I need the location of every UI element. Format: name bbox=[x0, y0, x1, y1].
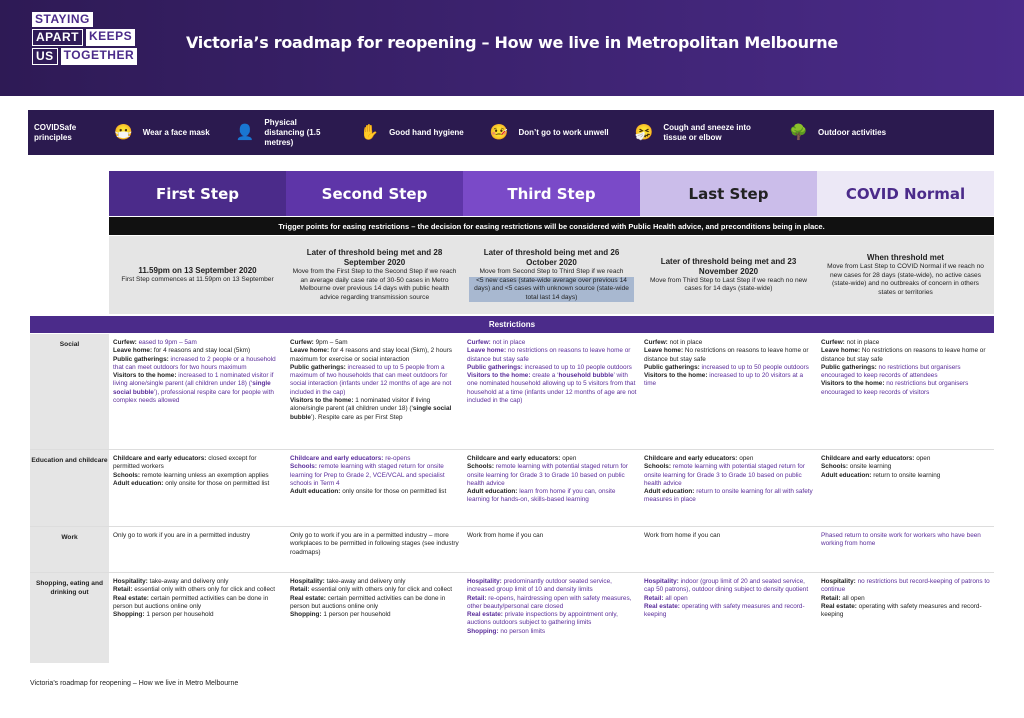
table-cell: Curfew: not in place Leave home: No restrictions on reasons to leave home or distance but stay safe Public gatherings: increased to up to 50 people outdoors Visitors to the home: increased to up to 20 visitors at a time bbox=[640, 334, 817, 449]
principle-unwell bbox=[489, 123, 609, 141]
table-cell: Phased return to onsite work for workers who have been working from home bbox=[817, 527, 994, 572]
threshold-first bbox=[109, 236, 286, 314]
restrictions-banner: Restrictions bbox=[30, 316, 994, 333]
table-cell: Curfew: 9pm – 5am Leave home: for 4 reasons and stay local (5km), 2 hours maximum for exercise or social interaction Public gatherings: increased to up to 5 people from a maximum of two households that can meet outdoors for social interaction (infants under 12 months of age are not included in the cap) Visitors to the home: 1 nominated visitor if living alone/single parent (all children under 18) (‘single social bubble’). Respite care as per First Step bbox=[286, 334, 463, 449]
table-cell: Childcare and early educators: re-opens Schools: remote learning with staged return for onsite learning for Prep to Grade 2, VCE/VCAL and specialist schools in Term 4 Adult education: only onsite for those on permitted list bbox=[286, 450, 463, 526]
threshold-third bbox=[463, 236, 640, 314]
tree-icon: 🌳 bbox=[789, 123, 809, 141]
restrictions-table bbox=[30, 334, 994, 663]
principle-label: Cough and sneeze into tissue or elbow bbox=[663, 122, 751, 142]
table-cell: Childcare and early educators: open Schools: onsite learning Adult education: return to onsite learning bbox=[817, 450, 994, 526]
threshold-text: First Step commences at 11.59pm on 13 September bbox=[121, 275, 274, 283]
table-cell: Hospitality: take-away and delivery only Retail: essential only with others only for click and collect Real estate: certain permitted activities can be done in person but auctions online only Shopping: 1 person per household bbox=[286, 573, 463, 663]
table-cell: Only go to work if you are in a permitted industry – more workplaces to be permitted in following stages (see industry roadmaps) bbox=[286, 527, 463, 572]
table-cell: Curfew: eased to 9pm – 5am Leave home: for 4 reasons and stay local (5km) Public gatherings: increased to 2 people or a household that can meet outdoors for two hours maximum Visitors to the home: increased to 1 nominated visitor if living alone/single parent (all children under 18) (‘single social bubble’), professional respite care for people with complex needs allowed bbox=[109, 334, 286, 449]
row-label-education: Education and childcare bbox=[30, 450, 109, 526]
logo-word: STAYING bbox=[32, 12, 93, 27]
step-third: Third Step bbox=[463, 171, 640, 216]
principle-distancing bbox=[236, 118, 335, 148]
trigger-points-banner: Trigger points for easing restrictions – the decision for easing restrictions will be considered with Public Health advice, and preconditions being in place. bbox=[109, 217, 994, 235]
staying-apart-keeps-us-together-logo bbox=[32, 12, 136, 67]
threshold-text: Move from Third Step to Last Step if we reach no new cases for 14 days (state-wide) bbox=[649, 276, 808, 292]
threshold-heading: 11.59pm on 13 September 2020 bbox=[138, 265, 257, 275]
step-headers bbox=[109, 171, 994, 216]
threshold-heading: Later of threshold being met and 28 September 2020 bbox=[306, 248, 443, 267]
table-cell: Hospitality: take-away and delivery only Retail: essential only with others only for click and collect Real estate: certain permitted activities can be done in person but auctions online only Shopping: 1 person per household bbox=[109, 573, 286, 663]
threshold-text: Move from the First Step to the Second Step if we reach an average daily case rate of 30-50 cases in Metro Melbourne over previous 14 days with public health advice regarding transmission source bbox=[292, 268, 457, 301]
principle-cough bbox=[635, 123, 764, 143]
row-label-shopping: Shopping, eating and drinking out bbox=[30, 573, 109, 663]
thresholds-row bbox=[109, 236, 994, 314]
threshold-text: Move from Second Step to Third Step if we reach bbox=[479, 268, 624, 275]
step-first: First Step bbox=[109, 171, 286, 216]
principle-label: Outdoor activities bbox=[818, 127, 887, 137]
threshold-covid-normal bbox=[817, 236, 994, 314]
table-row bbox=[30, 450, 994, 527]
principle-hygiene bbox=[360, 123, 464, 141]
table-cell: Work from home if you can bbox=[640, 527, 817, 572]
principle-label: Wear a face mask bbox=[142, 127, 210, 137]
table-row bbox=[30, 527, 994, 573]
table-cell: Childcare and early educators: closed except for permitted workers Schools: remote learning unless an exemption applies Adult education: only onsite for those on permitted list bbox=[109, 450, 286, 526]
page-title: Victoria’s roadmap for reopening – How we live in Metropolitan Melbourne bbox=[186, 33, 838, 52]
principle-label: Don’t go to work unwell bbox=[518, 127, 609, 137]
principle-label: Good hand hygiene bbox=[389, 127, 464, 137]
principle-label: Physical distancing (1.5 metres) bbox=[264, 117, 321, 147]
table-cell: Curfew: not in place Leave home: No restrictions on reasons to leave home or distance but stay safe Public gatherings: no restrictions but organisers encouraged to keep records of attendees Visitors to the home: no restrictions but organisers encouraged to keep records of visitors bbox=[817, 334, 994, 449]
row-label-social: Social bbox=[30, 334, 109, 449]
table-cell: Work from home if you can bbox=[463, 527, 640, 572]
logo-word: APART bbox=[32, 29, 83, 46]
logo-word: TOGETHER bbox=[61, 48, 137, 65]
table-cell: Childcare and early educators: open Schools: remote learning with potential staged return for onsite learning for Grade 3 to Grade 10 based on public health advice Adult education: learn from home if you can, onsite learning for hands-on, skills-based learning bbox=[463, 450, 640, 526]
table-cell: Hospitality: no restrictions but record-keeping of patrons to continue Retail: all open Real estate: operating with safety measures and record-keeping bbox=[817, 573, 994, 663]
table-row bbox=[30, 573, 994, 663]
covidsafe-label: COVIDSafe principles bbox=[34, 122, 77, 142]
step-second: Second Step bbox=[286, 171, 463, 216]
step-covid-normal: COVID Normal bbox=[817, 171, 994, 216]
mask-icon: 😷 bbox=[114, 123, 133, 141]
threshold-heading: Later of threshold being met and 26 October 2020 bbox=[483, 248, 620, 267]
footer-caption: Victoria’s roadmap for reopening – How we live in Metro Melbourne bbox=[30, 680, 239, 687]
threshold-second bbox=[286, 236, 463, 314]
covidsafe-principles-bar bbox=[28, 110, 994, 155]
table-cell: Only go to work if you are in a permitted industry bbox=[109, 527, 286, 572]
threshold-heading: When threshold met bbox=[867, 253, 944, 262]
table-cell: Curfew: not in place Leave home: no restrictions on reasons to leave home or distance but stay safe Public gatherings: increased to up to 10 people outdoors Visitors to the home: create a ‘household bubble’ with one nominated household allowing up to 5 visitors from that household at a time (infants under 12 months of age are not included in the cap) bbox=[463, 334, 640, 449]
step-last: Last Step bbox=[640, 171, 817, 216]
hand-icon: ✋ bbox=[360, 123, 380, 141]
table-cell: Hospitality: indoor (group limit of 20 and seated service, cap 50 patrons), outdoor dining subject to density quotient Retail: all open Real estate: operating with safety measures and record-keeping bbox=[640, 573, 817, 663]
threshold-text: Move from Last Step to COVID Normal if we reach no new cases for 28 days (state-wide), no active cases (state-wide) and no outbreaks of concern in others states or territories bbox=[827, 263, 984, 296]
logo-word: KEEPS bbox=[86, 29, 135, 46]
people-icon: 👤 bbox=[235, 123, 255, 141]
header-banner bbox=[0, 0, 1024, 96]
principle-mask bbox=[114, 123, 210, 141]
principle-outdoor bbox=[789, 123, 887, 141]
cough-icon: 🤧 bbox=[634, 123, 654, 141]
unwell-icon: 🤒 bbox=[489, 123, 509, 141]
logo-word: US bbox=[32, 48, 58, 65]
threshold-highlight: <5 new cases (state-wide average over previous 14 days) and <5 cases with unknown source (state-wide total last 14 days) bbox=[469, 277, 634, 303]
threshold-last bbox=[640, 236, 817, 314]
threshold-heading: Later of threshold being met and 23 November 2020 bbox=[660, 256, 797, 276]
table-row bbox=[30, 334, 994, 450]
table-cell: Hospitality: predominantly outdoor seated service, increased group limit of 10 and density limits Retail: re-opens, hairdressing open with safety measures, other beauty/personal care closed Real estate: private inspections by appointment only, auctions outdoors subject to gathering limits Shopping: no person limits bbox=[463, 573, 640, 663]
table-cell: Childcare and early educators: open Schools: remote learning with potential staged return for onsite learning for Grade 3 to Grade 10 based on public health advice Adult education: return to onsite learning for all with safety measures in place bbox=[640, 450, 817, 526]
row-label-work: Work bbox=[30, 527, 109, 572]
